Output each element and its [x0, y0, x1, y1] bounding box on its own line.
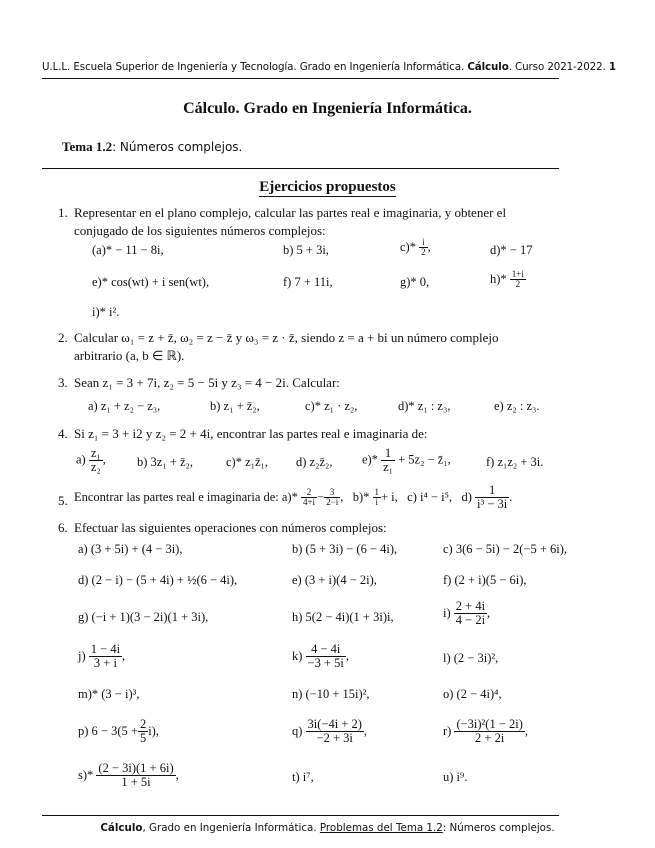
ex6-g: g) (−i + 1)(3 − 2i)(1 + 3i), [78, 610, 209, 624]
ex4-line1: Si z₁ = 3 + i2 y z₂ = 2 + 4i, encontrar las partes real e imaginaria de: [74, 426, 428, 441]
ex3-line1: Sean z₁ = 3 + 7i, z₂ = 5 − 5i y z₃ = 4 − 2i. Calcular: [74, 375, 340, 390]
ex4-number: 4. [58, 426, 68, 441]
ex6-n: n) (−10 + 15i)², [292, 687, 370, 701]
header-suffix: . Curso 2021-2022. [508, 61, 606, 73]
ex6-a: a) (3 + 5i) + (4 − 3i), [78, 542, 183, 556]
ex6-u: u) i⁹. [443, 770, 468, 784]
ex1-a: (a)* − 11 − 8i, [92, 243, 164, 257]
ex6-r: r) $\frac{\text{(−3i)²(1 − 2i)}}{2 + 2i}$ , [443, 717, 529, 746]
ex6-l: l) (2 − 3i)², [443, 651, 499, 665]
ex4-e: e)* $\frac{1}{\text{z₁}}$ + 5z₂ − z̄₁, [362, 446, 451, 475]
ex4-a: a) $\frac{\text{z₁}}{\text{z₂}}$ , [76, 446, 106, 475]
footer-rule [42, 815, 559, 816]
ex2-line1: Calcular ω₁ = z + z̄, ω₂ = z − z̄ y ω₃ = z · z̄, siendo z = a + bi un número complejo [74, 330, 499, 345]
ex3-a: a) z₁ + z₂ − z₃, [88, 399, 161, 413]
ex6-s: s)* $\frac{(2 - 3i)(1 + 6i)}{1 + 5i}$ , [78, 761, 179, 790]
ex3-c: c)* z₁ · z₂, [305, 399, 358, 413]
ex6-d: d) (2 − i) − (5 + 4i) + ½(6 − 4i), [78, 573, 238, 587]
ex5-number: 5. [58, 493, 68, 508]
ex6-c: c) 3(6 − 5i) − 2(−5 + 6i), [443, 542, 568, 556]
ex1-d: d)* − 17 [490, 243, 533, 257]
ex1-number: 1. [58, 205, 68, 220]
ex6-f: f) (2 + i)(5 − 6i), [443, 573, 527, 587]
ex1-b: b) 5 + 3i, [283, 243, 329, 257]
ex5-line: Encontrar las partes real e imaginaria de: a)* $\frac{2}{4+i}$ − $\frac{3}{2-i}$ , b)* $\frac{1}{i}$ + i, c) i⁴ − i⁵, d) $\frac{1}{\text{i³ − 3i}}$ . [74, 483, 513, 512]
ex6-o: o) (2 − 4i)⁴, [443, 687, 502, 701]
section-title: Ejercicios propuestos [259, 179, 396, 195]
footer-link[interactable]: Problemas del Tema 1.2 [319, 822, 443, 834]
header-prefix: U.L.L. Escuela Superior de Ingeniería y Tecnología. Grado en Ingeniería Informática. [42, 61, 465, 73]
ex4-f: f) z₁z₂ + 3i. [486, 455, 544, 469]
tema-text: : Números complejos. [112, 140, 243, 154]
ex6-h: h) 5(2 − 4i)(1 + 3i)i, [292, 610, 394, 624]
ex6-j: j) $\frac{1 - 4i}{3 + i}$ , [78, 642, 126, 671]
page-footer [0, 822, 655, 834]
page-title: Cálculo. Grado en Ingeniería Informática. [183, 100, 472, 117]
ex6-e: e) (3 + i)(4 − 2i), [292, 573, 377, 587]
ex6-m: m)* (3 − i)³, [78, 687, 140, 701]
footer-end: : Números complejos. [442, 822, 555, 834]
ex6-line1: Efectuar las siguientes operaciones con números complejos: [74, 520, 387, 535]
page-header [42, 61, 617, 73]
ex1-line1: Representar en el plano complejo, calcular las partes real e imaginaria, y obtener el [74, 205, 507, 220]
ex1-e: e)* cos(wt) + i sen(wt), [92, 275, 210, 289]
ex4-d: d) z₂z̄₂, [296, 455, 333, 469]
footer-course: Cálculo [100, 822, 143, 834]
ex2-number: 2. [58, 330, 68, 345]
ex2-line2: arbitrario (a, b ∈ ℝ). [74, 348, 185, 363]
tema-label: Tema 1.2 [62, 139, 113, 154]
footer-mid: , Grado en Ingeniería Informática. [142, 822, 317, 834]
ex3-d: d)* z₁ : z₃, [398, 399, 451, 413]
ex1-h: h)* $\frac{1+i}{2}$ [490, 269, 524, 290]
ex1-c: c)* $\frac{i}{2}$ , [400, 237, 431, 258]
ex3-b: b) z₁ + z̄₂, [210, 399, 260, 413]
ex3-number: 3. [58, 375, 68, 390]
ex4-c: c)* z₁z̄₁, [226, 455, 269, 469]
tema-line [62, 139, 242, 155]
tema-rule [42, 168, 559, 169]
ex3-e: e) z₂ : z₃. [494, 399, 540, 413]
ex1-line2: conjugado de los siguientes números complejos: [74, 223, 326, 238]
ex1-f: f) 7 + 11i, [283, 275, 333, 289]
ex1-g: g)* 0, [400, 275, 430, 289]
ex6-b: b) (5 + 3i) − (6 − 4i), [292, 542, 398, 556]
ex6-p: p) 6 − 3(5 + $\frac{2}{5}$ i), [78, 717, 159, 746]
ex1-i: i)* i². [92, 305, 120, 319]
ex6-number: 6. [58, 520, 68, 535]
ex6-i: i) $\frac{2 + 4i}{4 - 2i}$ , [443, 599, 491, 628]
ex4-b: b) 3z₁ + z̄₂, [137, 455, 194, 469]
header-course: Cálculo [467, 61, 509, 73]
ex6-t: t) i⁷, [292, 770, 314, 784]
ex6-q: q) $\frac{3i(-4i + 2)}{-2 + 3i}$ , [292, 717, 368, 746]
ex6-k: k) $\frac{4 - 4i}{-3 + 5i}$ , [292, 642, 349, 671]
header-rule [42, 78, 559, 79]
page-number: 1 [608, 61, 616, 73]
